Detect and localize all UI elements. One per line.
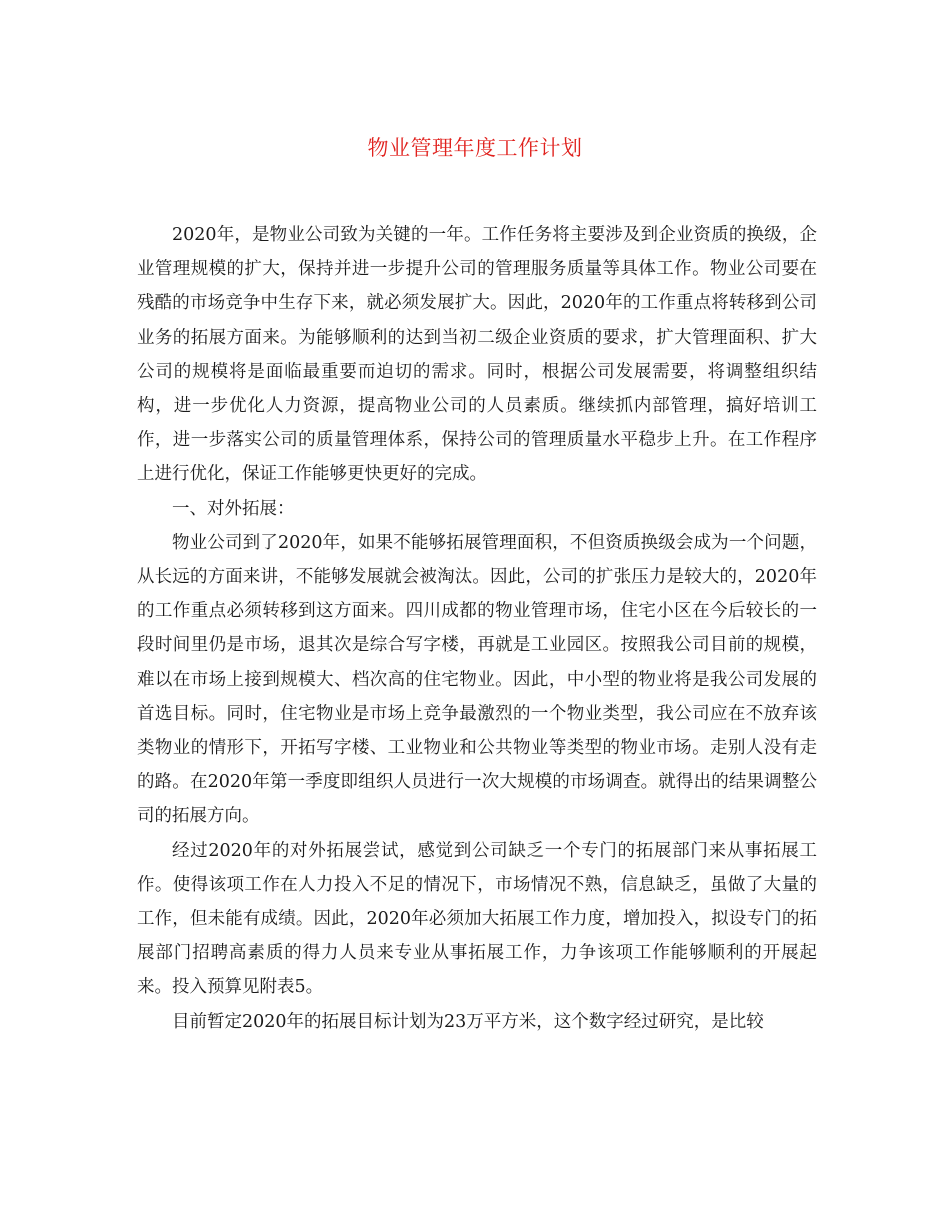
section-heading-external-expansion: 一、对外拓展： — [172, 498, 295, 519]
paragraph-intro: 2020年，是物业公司致为关键的一年。工作任务将主要涉及到企业资质的换级，企业管理规模的扩大，保持并进一步提升公司的管理服务质量等具体工作。物业公司要在残酷的市场竞争中生存下来，就必须发展扩大。因此，2020年的工作重点将转移到公司业务的拓展方面来。为能够顺利的达到当初二级企业资质的要求，扩大管理面积、扩大公司的规模将是面临最重要而迫切的需求。同时，根据公司发展需要，将调整组织结构，进一步优化人力资源，提高物业公司的人员素质。继续抓内部管理，搞好培训工作，进一步落实公司的质量管理体系，保持公司的管理质量水平稳步上升。在工作程序上进行优化，保证工作能够更快更好的完成。 — [137, 225, 817, 485]
paragraph-expansion-department: 经过2020年的对外拓展尝试，感觉到公司缺乏一个专门的拓展部门来从事拓展工作。使得该项工作在人力投入不足的情况下，市场情况不熟，信息缺乏，虽做了大量的工作，但未能有成绩。因此，2020年必须加大拓展工作力度，增加投入，拟设专门的拓展部门招聘高素质的得力人员来专业从事拓展工作，力争该项工作能够顺利的开展起来。投入预算见附表5。 — [137, 840, 817, 998]
paragraph-market-analysis: 物业公司到了2020年，如果不能够拓展管理面积，不但资质换级会成为一个问题，从长远的方面来讲，不能够发展就会被淘汰。因此，公司的扩张压力是较大的，2020年的工作重点必须转移到这方面来。四川成都的物业管理市场，住宅小区在今后较长的一段时间里仍是市场，退其次是综合写字楼，再就是工业园区。按照我公司目前的规模，难以在市场上接到规模大、档次高的住宅物业。因此，中小型的物业将是我公司发展的首选目标。同时，住宅物业是市场上竞争最激烈的一个物业类型，我公司应在不放弃该类物业的情形下，开拓写字楼、工业物业和公共物业等类型的物业市场。走别人没有走的路。在2020年第一季度即组织人员进行一次大规模的市场调查。就得出的结果调整公司的拓展方向。 — [137, 532, 817, 827]
paragraph-expansion-target: 目前暂定2020年的拓展目标计划为23万平方米，这个数字经过研究，是比较 — [172, 1011, 764, 1032]
document-title: 物业管理年度工作计划 — [367, 136, 583, 160]
document-body — [137, 218, 817, 1039]
